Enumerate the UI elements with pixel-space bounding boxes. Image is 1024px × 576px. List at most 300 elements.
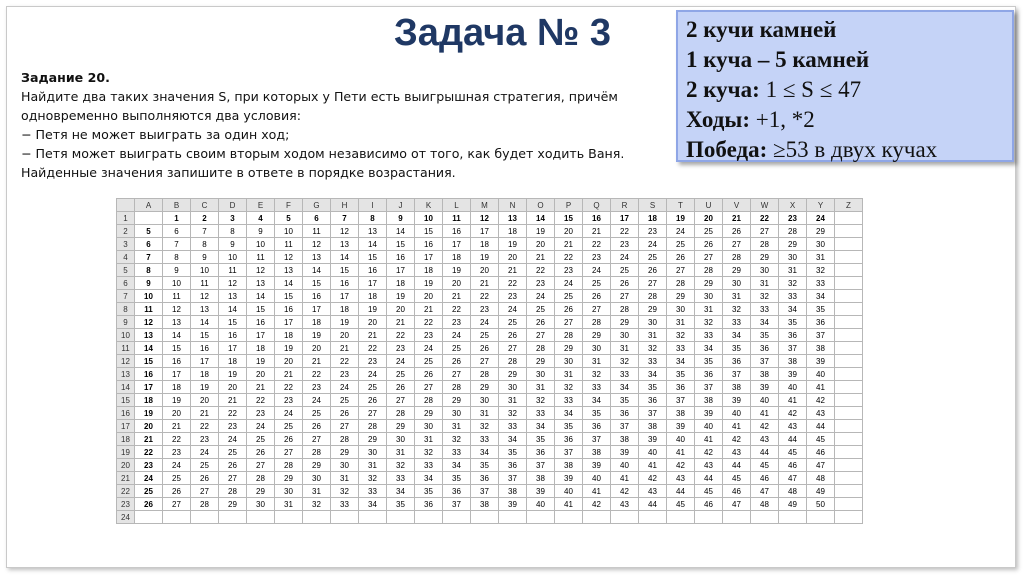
cell: 28 (779, 225, 807, 238)
cell (443, 511, 471, 524)
cell: 28 (275, 459, 303, 472)
cell: 47 (779, 472, 807, 485)
cell: 47 (751, 485, 779, 498)
cell (835, 407, 863, 420)
cell (835, 225, 863, 238)
cell: 33 (527, 407, 555, 420)
cell: 28 (471, 368, 499, 381)
row-header: 18 (117, 433, 135, 446)
cell: 14 (387, 225, 415, 238)
cell (611, 511, 639, 524)
cell: 29 (779, 238, 807, 251)
cell: 27 (695, 251, 723, 264)
cell: 19 (359, 303, 387, 316)
row-value-cell: 11 (135, 303, 163, 316)
column-header: A (135, 199, 163, 212)
cell: 39 (583, 459, 611, 472)
cell: 14 (331, 251, 359, 264)
cell: 9 (163, 264, 191, 277)
cell: 27 (247, 459, 275, 472)
row-header: 3 (117, 238, 135, 251)
cell: 30 (499, 381, 527, 394)
cell: 21 (191, 407, 219, 420)
cell (835, 472, 863, 485)
cell: 38 (667, 407, 695, 420)
cell: 22 (611, 225, 639, 238)
column-header: J (387, 199, 415, 212)
cell: 13 (163, 316, 191, 329)
cell: 27 (611, 290, 639, 303)
cell: 29 (583, 329, 611, 342)
cell: 28 (191, 498, 219, 511)
column-value-cell: 11 (443, 212, 471, 225)
cell: 16 (163, 355, 191, 368)
cell: 33 (611, 368, 639, 381)
cell: 33 (555, 394, 583, 407)
row-header: 13 (117, 368, 135, 381)
sheet-row (117, 446, 863, 459)
cell: 11 (303, 225, 331, 238)
cell: 23 (275, 394, 303, 407)
cell: 32 (443, 433, 471, 446)
column-value-cell: 14 (527, 212, 555, 225)
cell: 25 (331, 394, 359, 407)
cell: 30 (247, 498, 275, 511)
cell (835, 290, 863, 303)
column-header: E (247, 199, 275, 212)
cell: 27 (583, 303, 611, 316)
cell: 22 (275, 381, 303, 394)
cell: 15 (415, 225, 443, 238)
row-value-cell: 18 (135, 394, 163, 407)
cell: 16 (331, 277, 359, 290)
sheet-row (117, 394, 863, 407)
row-value-cell: 24 (135, 472, 163, 485)
cell: 27 (303, 433, 331, 446)
cell: 30 (275, 485, 303, 498)
cell: 22 (191, 420, 219, 433)
cell: 35 (443, 472, 471, 485)
sheet-row (117, 329, 863, 342)
cell (359, 511, 387, 524)
cell: 32 (527, 394, 555, 407)
cell: 20 (331, 329, 359, 342)
cell: 30 (751, 264, 779, 277)
cell: 33 (667, 342, 695, 355)
cell: 37 (639, 407, 667, 420)
column-header: B (163, 199, 191, 212)
cell: 25 (275, 420, 303, 433)
cell: 47 (807, 459, 835, 472)
cell (835, 303, 863, 316)
row-value-cell: 20 (135, 420, 163, 433)
cell: 33 (499, 420, 527, 433)
cell: 24 (247, 420, 275, 433)
cell: 21 (331, 342, 359, 355)
cell: 46 (807, 446, 835, 459)
cell (499, 511, 527, 524)
row-value-cell: 22 (135, 446, 163, 459)
cell: 31 (639, 329, 667, 342)
row-header: 11 (117, 342, 135, 355)
cell: 34 (751, 316, 779, 329)
cell: 34 (499, 433, 527, 446)
cell: 31 (471, 407, 499, 420)
cell: 26 (499, 329, 527, 342)
cell: 34 (555, 407, 583, 420)
cell (583, 511, 611, 524)
cell: 17 (247, 329, 275, 342)
cell: 15 (359, 251, 387, 264)
column-value-cell: 1 (163, 212, 191, 225)
cell (331, 511, 359, 524)
sheet-row (117, 316, 863, 329)
cell: 9 (247, 225, 275, 238)
cell: 24 (275, 407, 303, 420)
cell: 37 (471, 485, 499, 498)
cell: 26 (331, 407, 359, 420)
cell: 9 (191, 251, 219, 264)
cell (303, 511, 331, 524)
sheet-row (117, 212, 863, 225)
cell: 31 (723, 290, 751, 303)
cell: 26 (163, 485, 191, 498)
cell: 41 (807, 381, 835, 394)
cell: 34 (807, 290, 835, 303)
cell: 11 (163, 290, 191, 303)
spreadsheet-table (116, 198, 863, 524)
cell: 16 (219, 329, 247, 342)
cell: 32 (359, 472, 387, 485)
cell: 33 (443, 446, 471, 459)
cell: 36 (667, 381, 695, 394)
column-header: Z (835, 199, 863, 212)
cell: 15 (331, 264, 359, 277)
cell: 37 (751, 355, 779, 368)
cell: 37 (779, 342, 807, 355)
cell: 19 (499, 238, 527, 251)
cell: 23 (555, 264, 583, 277)
cell: 31 (387, 446, 415, 459)
cell: 17 (303, 303, 331, 316)
cell: 18 (387, 277, 415, 290)
cell: 48 (807, 472, 835, 485)
cell: 26 (555, 303, 583, 316)
cell: 21 (163, 420, 191, 433)
cell: 49 (779, 498, 807, 511)
cell: 25 (695, 225, 723, 238)
cell: 16 (359, 264, 387, 277)
cell: 34 (415, 472, 443, 485)
cell: 13 (331, 238, 359, 251)
cell: 34 (583, 394, 611, 407)
cell: 35 (527, 433, 555, 446)
cell: 38 (583, 446, 611, 459)
cell: 36 (611, 407, 639, 420)
column-value-cell: 4 (247, 212, 275, 225)
cell: 43 (639, 485, 667, 498)
cell: 25 (387, 368, 415, 381)
cell (835, 498, 863, 511)
cell: 32 (807, 264, 835, 277)
cell: 10 (275, 225, 303, 238)
cell: 23 (639, 225, 667, 238)
cell: 22 (303, 368, 331, 381)
cell: 24 (331, 381, 359, 394)
cell: 24 (639, 238, 667, 251)
cell: 6 (163, 225, 191, 238)
cell: 15 (303, 277, 331, 290)
cell (835, 329, 863, 342)
cell: 8 (219, 225, 247, 238)
cell: 32 (471, 420, 499, 433)
cell: 22 (415, 316, 443, 329)
cell: 16 (443, 225, 471, 238)
cell: 36 (415, 498, 443, 511)
cell: 41 (723, 420, 751, 433)
cell: 23 (191, 433, 219, 446)
cell: 32 (667, 329, 695, 342)
cell (807, 511, 835, 524)
cell: 32 (611, 355, 639, 368)
cell: 35 (471, 459, 499, 472)
cell: 18 (499, 225, 527, 238)
cell: 26 (387, 381, 415, 394)
cell: 17 (163, 368, 191, 381)
row-value-cell: 8 (135, 264, 163, 277)
cell: 11 (275, 238, 303, 251)
cell: 32 (387, 459, 415, 472)
cell: 33 (779, 290, 807, 303)
cell: 19 (219, 368, 247, 381)
cell: 19 (247, 355, 275, 368)
cell: 33 (387, 472, 415, 485)
cell: 20 (191, 394, 219, 407)
cell: 49 (807, 485, 835, 498)
cell: 26 (583, 290, 611, 303)
cell (247, 511, 275, 524)
cell: 20 (443, 277, 471, 290)
cell: 36 (499, 459, 527, 472)
cell: 26 (443, 355, 471, 368)
column-header: D (219, 199, 247, 212)
column-value-cell: 2 (191, 212, 219, 225)
cell: 19 (303, 329, 331, 342)
cell: 38 (723, 381, 751, 394)
cell: 24 (583, 264, 611, 277)
cell: 42 (723, 433, 751, 446)
cell: 26 (415, 368, 443, 381)
cell (275, 511, 303, 524)
column-header: R (611, 199, 639, 212)
cell: 22 (471, 290, 499, 303)
sheet-row (117, 368, 863, 381)
cell: 44 (667, 485, 695, 498)
column-value-cell: 10 (415, 212, 443, 225)
cell: 20 (275, 355, 303, 368)
cell: 30 (723, 277, 751, 290)
cell: 35 (583, 407, 611, 420)
cell: 19 (527, 225, 555, 238)
cell: 38 (611, 433, 639, 446)
cell: 46 (695, 498, 723, 511)
column-value-cell: 7 (331, 212, 359, 225)
cell: 36 (583, 420, 611, 433)
column-value-cell: 6 (303, 212, 331, 225)
cell (835, 238, 863, 251)
cell: 36 (807, 316, 835, 329)
cell (835, 368, 863, 381)
cell: 31 (443, 420, 471, 433)
cell: 21 (303, 355, 331, 368)
cell (527, 511, 555, 524)
cell: 29 (499, 368, 527, 381)
cell: 25 (611, 264, 639, 277)
cell (835, 485, 863, 498)
cell: 40 (527, 498, 555, 511)
slide-title: Задача № 3 (394, 12, 612, 54)
cell: 28 (695, 264, 723, 277)
cell: 20 (247, 368, 275, 381)
sheet-row (117, 303, 863, 316)
cell: 18 (303, 316, 331, 329)
cell: 35 (499, 446, 527, 459)
column-value-cell: 16 (583, 212, 611, 225)
cell: 32 (583, 368, 611, 381)
cell: 10 (219, 251, 247, 264)
cell: 37 (583, 433, 611, 446)
column-header: Y (807, 199, 835, 212)
cell: 27 (163, 498, 191, 511)
cell: 24 (527, 290, 555, 303)
cell: 27 (555, 316, 583, 329)
cell: 20 (163, 407, 191, 420)
cell: 32 (695, 316, 723, 329)
column-value-cell: 23 (779, 212, 807, 225)
cell: 31 (331, 472, 359, 485)
column-value-cell: 15 (555, 212, 583, 225)
cell: 40 (611, 459, 639, 472)
cell: 42 (751, 420, 779, 433)
cell: 35 (667, 368, 695, 381)
cell: 37 (555, 446, 583, 459)
row-value-cell: 13 (135, 329, 163, 342)
cell (835, 212, 863, 225)
cell: 33 (751, 303, 779, 316)
cell: 13 (219, 290, 247, 303)
cell: 29 (247, 485, 275, 498)
cell: 24 (555, 277, 583, 290)
cell: 17 (331, 290, 359, 303)
cell: 33 (807, 277, 835, 290)
cell: 35 (415, 485, 443, 498)
cell: 42 (583, 498, 611, 511)
cell: 38 (639, 420, 667, 433)
cell: 45 (667, 498, 695, 511)
cell: 28 (303, 446, 331, 459)
info-line: 1 куча – 5 камней (686, 47, 870, 72)
cell: 19 (331, 316, 359, 329)
cell: 28 (219, 485, 247, 498)
row-value-cell: 9 (135, 277, 163, 290)
cell: 45 (751, 459, 779, 472)
cell: 30 (527, 368, 555, 381)
cell: 21 (471, 277, 499, 290)
sheet-row (117, 498, 863, 511)
cell: 41 (667, 446, 695, 459)
row-value-cell: 12 (135, 316, 163, 329)
cell: 13 (247, 277, 275, 290)
row-value-cell: 16 (135, 368, 163, 381)
cell: 26 (247, 446, 275, 459)
cell: 17 (443, 238, 471, 251)
cell: 41 (639, 459, 667, 472)
cell: 18 (219, 355, 247, 368)
cell: 31 (611, 342, 639, 355)
cell (835, 316, 863, 329)
cell: 29 (359, 433, 387, 446)
column-header: P (555, 199, 583, 212)
cell: 22 (219, 407, 247, 420)
cell: 14 (303, 264, 331, 277)
cell: 14 (359, 238, 387, 251)
cell: 40 (779, 381, 807, 394)
cell: 39 (667, 420, 695, 433)
cell: 28 (583, 316, 611, 329)
cell (835, 394, 863, 407)
cell (835, 264, 863, 277)
cell: 37 (611, 420, 639, 433)
column-header: I (359, 199, 387, 212)
cell: 40 (667, 433, 695, 446)
cell: 28 (611, 303, 639, 316)
row-header: 7 (117, 290, 135, 303)
cell: 36 (695, 368, 723, 381)
cell: 43 (779, 420, 807, 433)
cell: 44 (751, 446, 779, 459)
cell: 13 (303, 251, 331, 264)
cell (415, 511, 443, 524)
row-value-cell: 17 (135, 381, 163, 394)
cell: 15 (247, 303, 275, 316)
column-value-cell: 21 (723, 212, 751, 225)
sheet-row (117, 277, 863, 290)
cell: 34 (611, 381, 639, 394)
cell (471, 511, 499, 524)
cell: 39 (751, 381, 779, 394)
cell: 32 (331, 485, 359, 498)
cell: 24 (415, 342, 443, 355)
column-value-cell: 3 (219, 212, 247, 225)
cell: 27 (331, 420, 359, 433)
cell: 25 (667, 238, 695, 251)
cell (135, 212, 163, 225)
cell: 39 (779, 368, 807, 381)
cell (835, 355, 863, 368)
cell: 28 (499, 355, 527, 368)
cell: 46 (723, 485, 751, 498)
cell: 21 (219, 394, 247, 407)
cell: 45 (807, 433, 835, 446)
cell: 35 (639, 381, 667, 394)
cell: 30 (303, 472, 331, 485)
cell: 12 (219, 277, 247, 290)
cell: 14 (247, 290, 275, 303)
cell: 29 (303, 459, 331, 472)
cell: 30 (471, 394, 499, 407)
cell: 19 (415, 277, 443, 290)
cell: 50 (807, 498, 835, 511)
